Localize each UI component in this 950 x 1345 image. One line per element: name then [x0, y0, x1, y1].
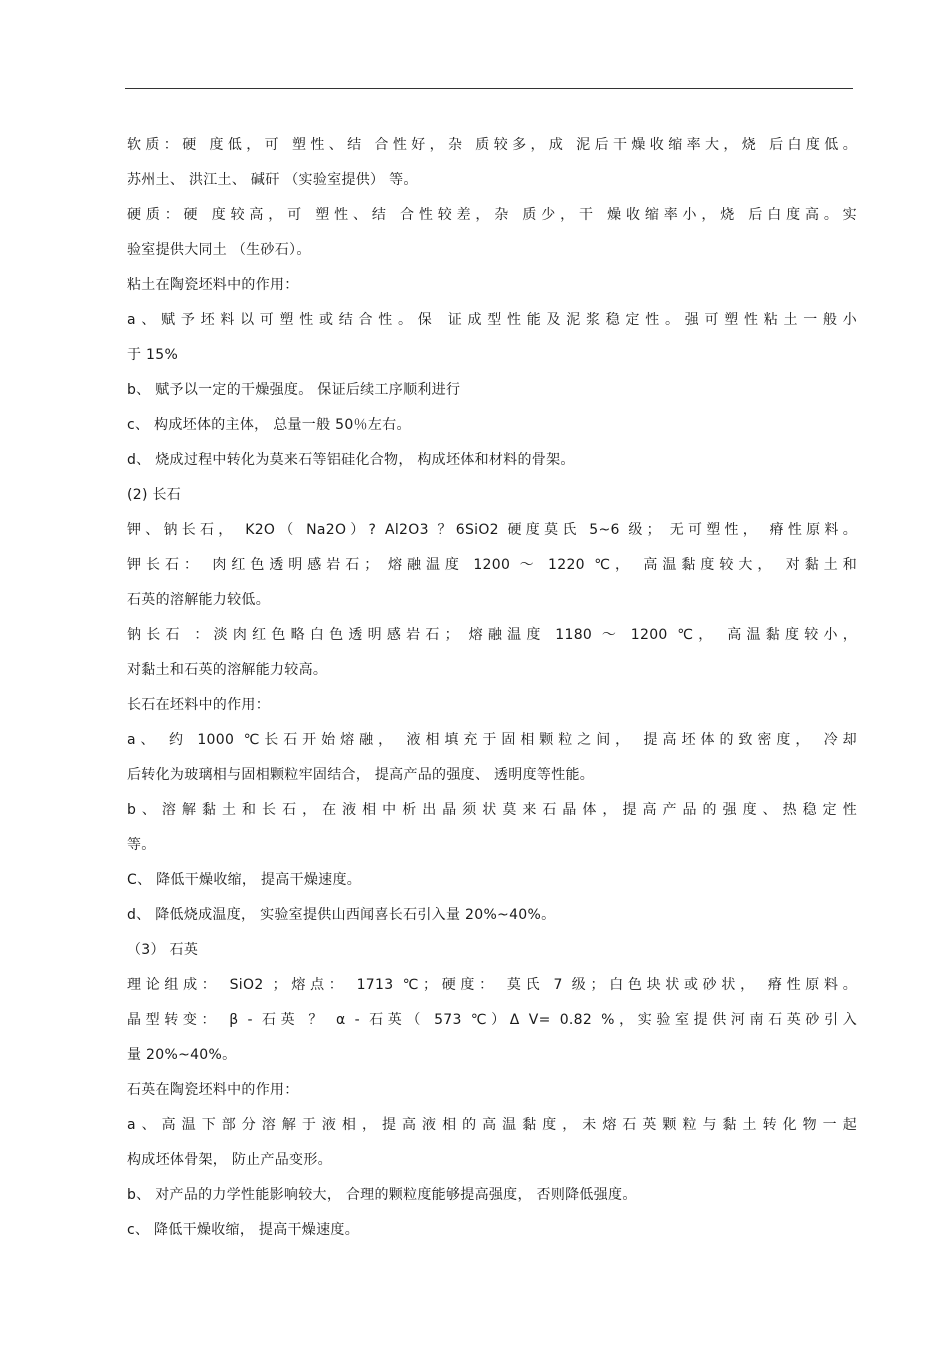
list-item: C、 降低干燥收缩， 提高干燥速度。	[127, 872, 362, 888]
paragraph-line: 钾长石： 肉红色透明感岩石； 熔融温度 1200 ～ 1220 ℃， 高温黏度较大， 对黏土和	[127, 557, 857, 573]
section-heading: 长石在坯料中的作用：	[127, 697, 270, 713]
list-item-continuation: 等。	[127, 837, 156, 853]
list-item-continuation: 构成坯体骨架， 防止产品变形。	[127, 1152, 332, 1168]
list-item: b、溶解黏土和长石，在液相中析出晶须状莫来石晶体，提高产品的强度、热稳定性	[127, 802, 857, 818]
section-heading: 粘土在陶瓷坯料中的作用：	[127, 277, 299, 293]
list-item: d、 降低烧成温度， 实验室提供山西闻喜长石引入量 20%~40%。	[127, 907, 556, 923]
paragraph-line: 对黏土和石英的溶解能力较高。	[127, 662, 328, 678]
list-item: b、 对产品的力学性能影响较大， 合理的颗粒度能够提高强度， 否则降低强度。	[127, 1187, 637, 1203]
paragraph-line: 理论组成： SiO2 ；熔点： 1713 ℃；硬度： 莫氏 7 级；白色块状或砂状， 瘠性原料。	[127, 977, 857, 993]
paragraph-line: 苏州土、 洪江土、 碱矸 （实验室提供） 等。	[127, 172, 418, 188]
paragraph-line: 钾、钠长石， K2O（ Na2O）? Al2O3 ？6SiO2 硬度莫氏 5~6 级； 无可塑性， 瘠性原料。	[127, 522, 857, 538]
list-item: d、 烧成过程中转化为莫来石等铝硅化合物， 构成坯体和材料的骨架。	[127, 452, 575, 468]
paragraph-line: 量 20%~40%。	[127, 1047, 237, 1063]
list-item: a、 约 1000 ℃长石开始熔融， 液相填充于固相颗粒之间， 提高坯体的致密度， 冷却	[127, 732, 857, 748]
paragraph-line: 软质：硬 度低，可 塑性、结 合性好，杂 质较多，成 泥后干燥收缩率大，烧 后白度低。	[127, 137, 857, 153]
list-item-continuation: 于 15%	[127, 347, 179, 363]
paragraph-line: 石英的溶解能力较低。	[127, 592, 270, 608]
paragraph-line: 晶型转变： β - 石英 ？ α - 石英（ 573 ℃）Δ V= 0.82 %，实验室提供河南石英砂引入	[127, 1012, 857, 1028]
section-heading: （3） 石英	[127, 942, 199, 958]
section-heading: 石英在陶瓷坯料中的作用：	[127, 1082, 299, 1098]
paragraph-line: 硬质：硬 度较高，可 塑性、结 合性较差，杂 质少，干 燥收缩率小，烧 后白度高。实	[127, 207, 857, 223]
list-item: c、 降低干燥收缩， 提高干燥速度。	[127, 1222, 359, 1238]
list-item: a、高温下部分溶解于液相，提高液相的高温黏度，未熔石英颗粒与黏土转化物一起	[127, 1117, 857, 1133]
section-heading: (2) 长石	[127, 487, 182, 503]
list-item: a、赋予坯料以可塑性或结合性。保 证成型性能及泥浆稳定性。强可塑性粘土一般小	[127, 312, 857, 328]
list-item-continuation: 后转化为玻璃相与固相颗粒牢固结合， 提高产品的强度、 透明度等性能。	[127, 767, 595, 783]
list-item: b、 赋予以一定的干燥强度。 保证后续工序顺利进行	[127, 382, 461, 398]
paragraph-line: 验室提供大同土 （生砂石）。	[127, 242, 311, 258]
header-rule	[125, 88, 853, 89]
paragraph-line: 钠长石 ：淡肉红色略白色透明感岩石； 熔融温度 1180 ～ 1200 ℃， 高温黏度较小，	[127, 627, 857, 643]
list-item: c、 构成坯体的主体， 总量一般 50％左右。	[127, 417, 411, 433]
